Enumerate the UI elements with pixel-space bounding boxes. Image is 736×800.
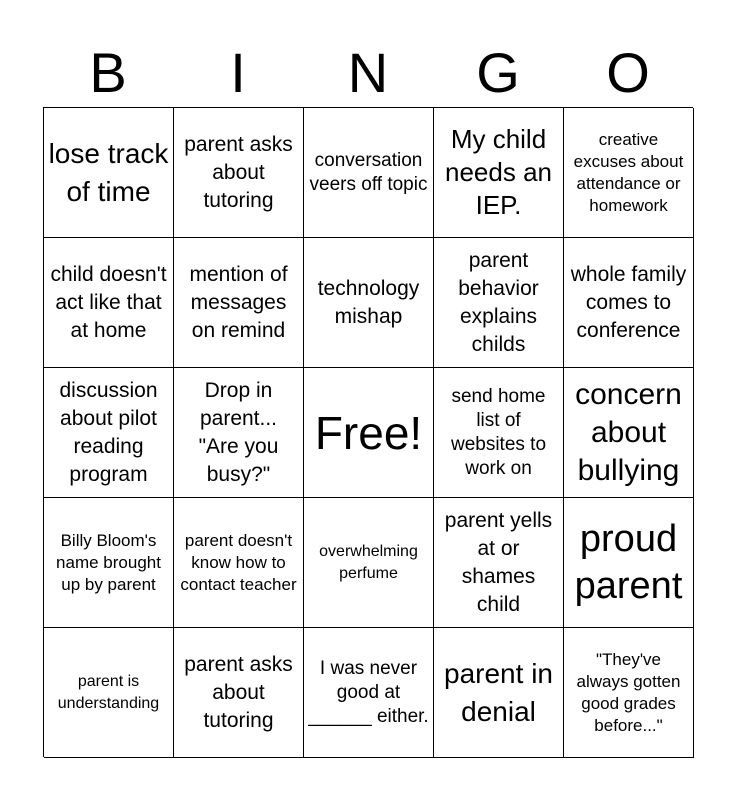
cell-text: overwhelming perfume [319,542,418,582]
cell-text: My child needs an IEP. [445,124,552,220]
header-letter-i: I [230,41,246,104]
bingo-cell[interactable] [304,628,434,758]
bingo-cell[interactable] [564,238,694,368]
bingo-cell[interactable] [44,498,174,628]
bingo-cell[interactable] [174,498,304,628]
bingo-cell[interactable] [434,238,564,368]
cell-text: parent yells at or shames child [444,508,553,616]
cell-text: lose track of time [48,137,169,207]
cell-text: I was never good at ______ either. [308,657,429,727]
cell-text: send home list of websites to work on [450,385,547,479]
bingo-cell[interactable] [564,108,694,238]
bingo-cell[interactable] [434,628,564,758]
cell-text: child doesn't act like that at home [50,262,167,342]
cell-text: parent behavior explains childs [458,248,539,356]
bingo-cell[interactable] [564,498,694,628]
bingo-cell[interactable] [434,498,564,628]
cell-text: concern about bullying [575,377,682,487]
cell-text: creative excuses about attendance or homework [573,129,684,215]
bingo-cell[interactable] [44,368,174,498]
cell-text: parent in denial [444,657,553,727]
header-letter-g: G [476,41,520,104]
bingo-cell[interactable] [174,238,304,368]
cell-text: parent doesn't know how to contact teacher [180,530,297,594]
bingo-cell[interactable] [174,108,304,238]
cell-text: parent is understanding [57,672,160,712]
cell-text: technology mishap [317,276,420,328]
cell-text: proud parent [574,517,683,607]
cell-text: whole family comes to conference [570,262,687,342]
bingo-cell[interactable] [304,108,434,238]
bingo-cell[interactable] [434,368,564,498]
cell-text: conversation veers off topic [309,149,428,195]
bingo-cell[interactable] [44,628,174,758]
cell-text: mention of messages on remind [189,262,288,342]
header-letter-b: B [89,41,127,104]
header-letter-n: N [347,41,389,104]
cell-text: "They've always gotten good grades before..." [576,649,681,735]
bingo-cell[interactable] [44,238,174,368]
cell-text: discussion about pilot reading program [59,378,158,486]
header-letter-o: O [606,41,650,104]
bingo-cell[interactable] [434,108,564,238]
bingo-cell[interactable] [564,368,694,498]
bingo-cell[interactable] [564,628,694,758]
bingo-header [43,40,693,106]
bingo-board [43,107,693,757]
cell-text: parent asks about tutoring [184,652,293,732]
bingo-cell[interactable] [304,238,434,368]
cell-text: parent asks about tutoring [184,132,293,212]
free-space-text: Free! [314,406,423,459]
cell-text: Drop in parent... "Are you busy?" [198,378,279,486]
free-space[interactable] [304,368,434,498]
bingo-cell[interactable] [44,108,174,238]
bingo-cell[interactable] [174,628,304,758]
bingo-cell[interactable] [174,368,304,498]
cell-text: Billy Bloom's name brought up by parent [56,530,161,594]
bingo-cell[interactable] [304,498,434,628]
